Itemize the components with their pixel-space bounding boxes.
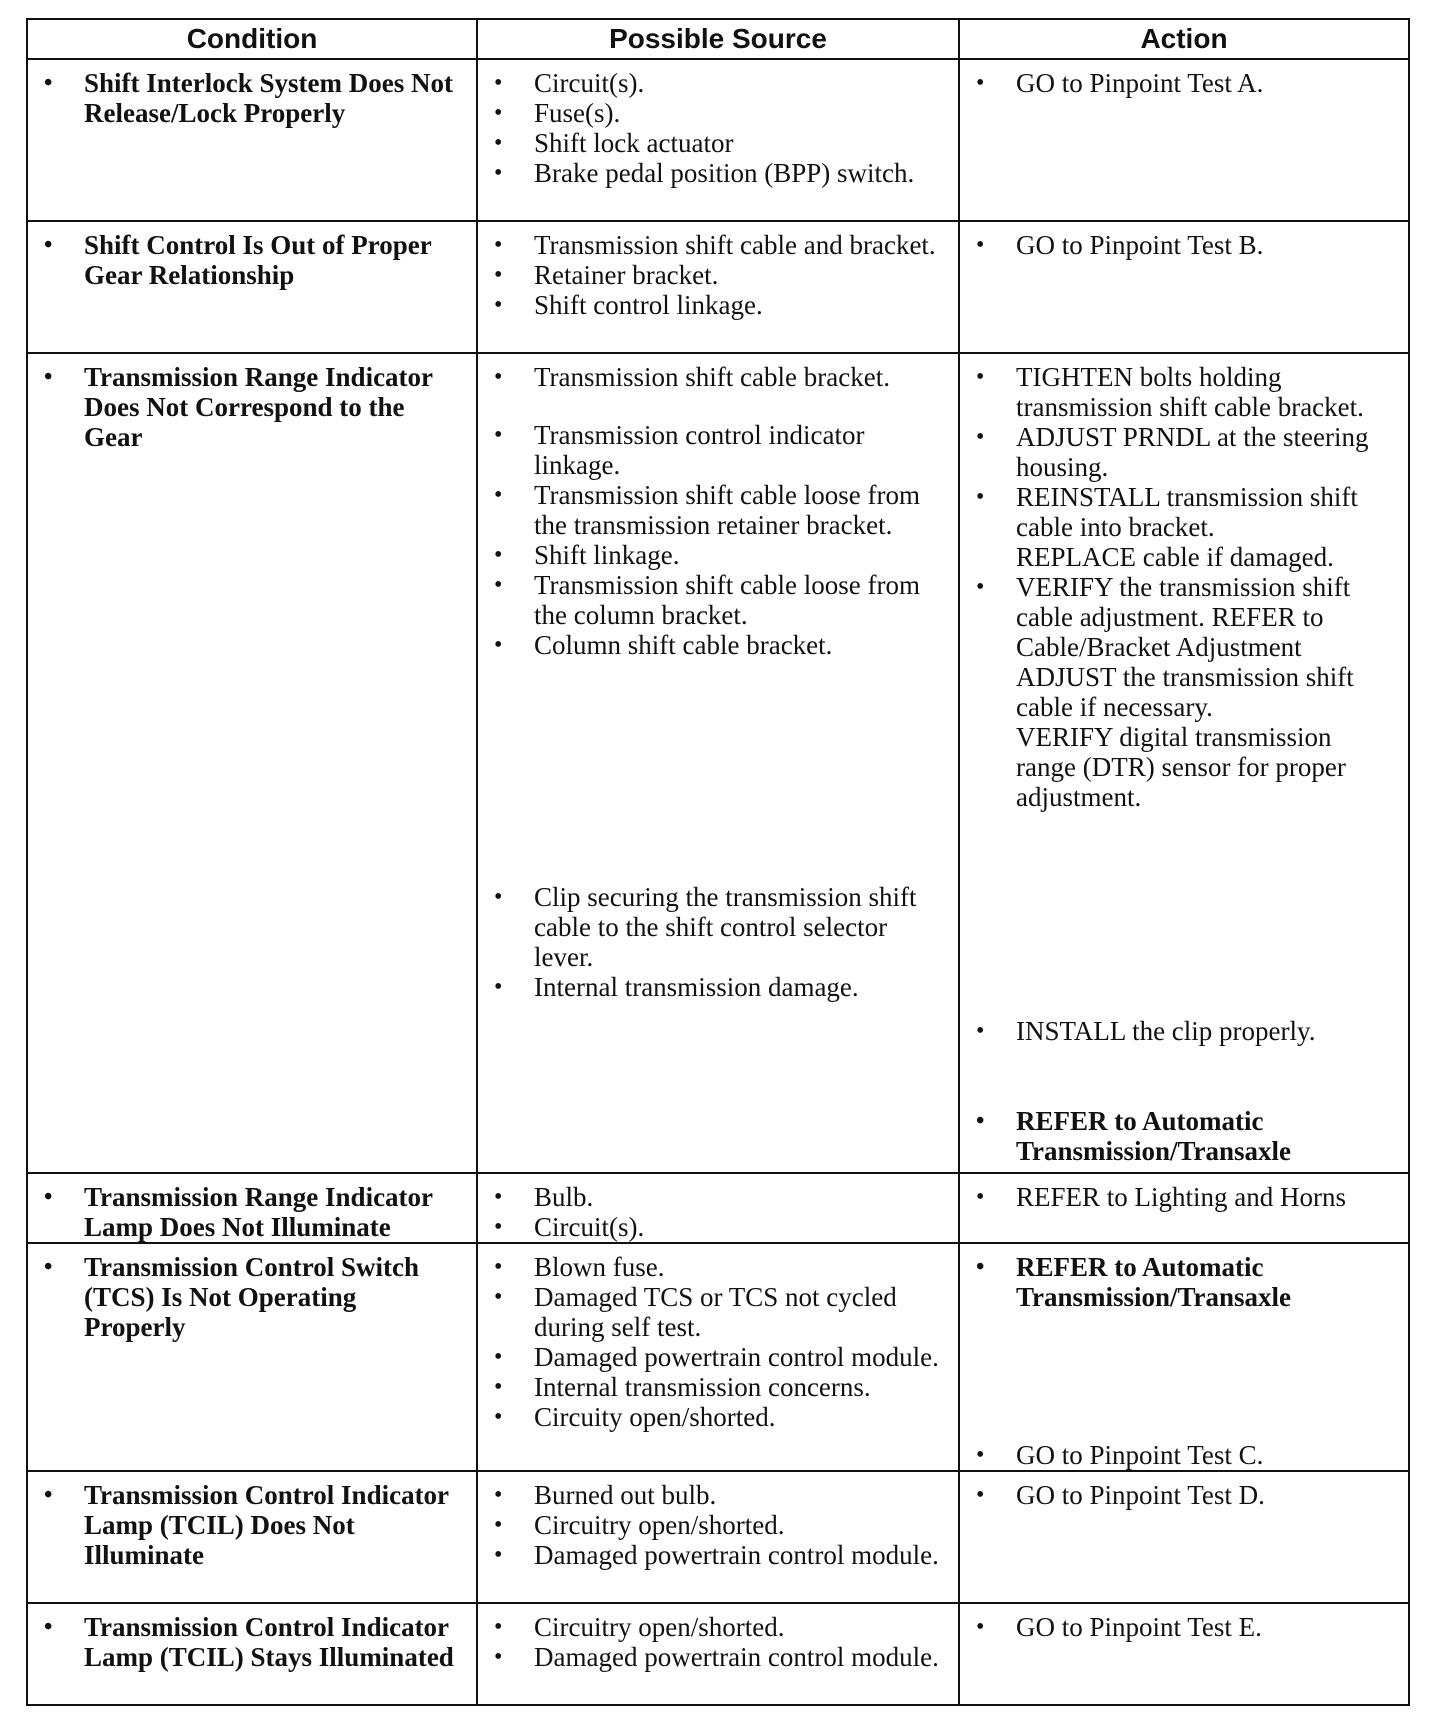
condition-cell xyxy=(27,221,477,353)
source-item: • Circuit(s). xyxy=(492,1212,946,1242)
source-item: • Shift linkage. xyxy=(492,540,946,570)
source-item: • Blown fuse. xyxy=(492,1252,946,1282)
condition-cell xyxy=(27,1243,477,1471)
condition-text: • Transmission Control Indicator Lamp (TCIL) Stays Illuminated xyxy=(42,1612,464,1672)
action-cell xyxy=(959,1603,1409,1705)
source-cell xyxy=(477,1243,959,1471)
action-item: • REFER to Automatic Transmission/Transaxle xyxy=(974,1106,1396,1166)
source-item: • Circuitry open/shorted. xyxy=(492,1612,946,1642)
source-item: • Transmission shift cable loose from the transmission retainer bracket. xyxy=(492,480,946,540)
action-line: ADJUST the transmission shift cable if necessary. xyxy=(1016,662,1354,722)
source-item: • Transmission shift cable loose from the column bracket. xyxy=(492,570,946,630)
source-item: • Circuitry open/shorted. xyxy=(492,1510,946,1540)
condition-text: • Transmission Control Switch (TCS) Is Not Operating Properly xyxy=(42,1252,464,1342)
action-item: • ADJUST PRNDL at the steering housing. xyxy=(974,422,1396,482)
condition-cell xyxy=(27,1471,477,1603)
table-row xyxy=(27,1173,1409,1243)
action-line: VERIFY digital transmission range (DTR) sensor for proper adjustment. xyxy=(1016,722,1346,812)
source-item: • Retainer bracket. xyxy=(492,260,946,290)
action-cell xyxy=(959,221,1409,353)
header-possible-source: Possible Source xyxy=(477,19,959,59)
action-item: • GO to Pinpoint Test C. xyxy=(974,1440,1396,1470)
source-item: • Circuity open/shorted. xyxy=(492,1402,946,1432)
source-cell xyxy=(477,221,959,353)
source-item: • Transmission control indicator linkage. xyxy=(492,420,946,480)
condition-cell xyxy=(27,59,477,221)
action-cell xyxy=(959,1173,1409,1243)
action-item: • INSTALL the clip properly. xyxy=(974,1016,1396,1046)
action-item: • GO to Pinpoint Test A. xyxy=(974,68,1396,98)
source-item: • Damaged powertrain control module. xyxy=(492,1342,946,1372)
table-row xyxy=(27,353,1409,1173)
source-item: • Burned out bulb. xyxy=(492,1480,946,1510)
table-row xyxy=(27,1471,1409,1603)
source-item: • Clip securing the transmission shift cable to the shift control selector lever. xyxy=(492,882,946,972)
source-item: • Circuit(s). xyxy=(492,68,946,98)
condition-text: • Shift Interlock System Does Not Release/Lock Properly xyxy=(42,68,464,128)
condition-cell xyxy=(27,353,477,1173)
action-cell xyxy=(959,1243,1409,1471)
table-row xyxy=(27,59,1409,221)
action-item xyxy=(974,572,1396,812)
diagnosis-table xyxy=(26,18,1410,1706)
table-row xyxy=(27,1603,1409,1705)
condition-cell xyxy=(27,1603,477,1705)
source-cell xyxy=(477,59,959,221)
source-item: • Shift lock actuator xyxy=(492,128,946,158)
action-line: REPLACE cable if damaged. xyxy=(1016,542,1334,572)
source-item: • Internal transmission damage. xyxy=(492,972,946,1002)
action-cell xyxy=(959,1471,1409,1603)
condition-text: • Shift Control Is Out of Proper Gear Relationship xyxy=(42,230,464,290)
action-item: • REFER to Automatic Transmission/Transaxle xyxy=(974,1252,1396,1312)
source-item: • Transmission shift cable bracket. xyxy=(492,362,946,392)
source-item: • Damaged powertrain control module. xyxy=(492,1540,946,1570)
source-cell xyxy=(477,353,959,1173)
action-item xyxy=(974,482,1396,572)
action-item: • TIGHTEN bolts holding transmission shift cable bracket. xyxy=(974,362,1396,422)
action-item: • GO to Pinpoint Test D. xyxy=(974,1480,1396,1510)
header-row xyxy=(27,19,1409,59)
condition-text: • Transmission Control Indicator Lamp (TCIL) Does Not Illuminate xyxy=(42,1480,464,1570)
source-item: • Damaged powertrain control module. xyxy=(492,1642,946,1672)
table-row xyxy=(27,221,1409,353)
action-line: • VERIFY the transmission shift cable adjustment. REFER to Cable/Bracket Adjustment xyxy=(1016,572,1351,662)
source-cell xyxy=(477,1173,959,1243)
header-condition: Condition xyxy=(27,19,477,59)
action-cell xyxy=(959,59,1409,221)
source-item: • Internal transmission concerns. xyxy=(492,1372,946,1402)
condition-text: • Transmission Range Indicator Does Not Correspond to the Gear xyxy=(42,362,464,452)
source-item: • Fuse(s). xyxy=(492,98,946,128)
action-item: • GO to Pinpoint Test B. xyxy=(974,230,1396,260)
action-item: • GO to Pinpoint Test E. xyxy=(974,1612,1396,1642)
action-line: • REINSTALL transmission shift cable into bracket. xyxy=(1016,482,1358,542)
action-item: • REFER to Lighting and Horns xyxy=(974,1182,1396,1212)
table-row xyxy=(27,1243,1409,1471)
condition-text: • Transmission Range Indicator Lamp Does Not Illuminate xyxy=(42,1182,464,1242)
source-item: • Shift control linkage. xyxy=(492,290,946,320)
action-cell xyxy=(959,353,1409,1173)
source-item: • Brake pedal position (BPP) switch. xyxy=(492,158,946,188)
source-cell xyxy=(477,1603,959,1705)
source-item: • Column shift cable bracket. xyxy=(492,630,946,660)
source-item: • Transmission shift cable and bracket. xyxy=(492,230,946,260)
condition-cell xyxy=(27,1173,477,1243)
source-cell xyxy=(477,1471,959,1603)
source-item: • Bulb. xyxy=(492,1182,946,1212)
header-action: Action xyxy=(959,19,1409,59)
source-item: • Damaged TCS or TCS not cycled during self test. xyxy=(492,1282,946,1342)
